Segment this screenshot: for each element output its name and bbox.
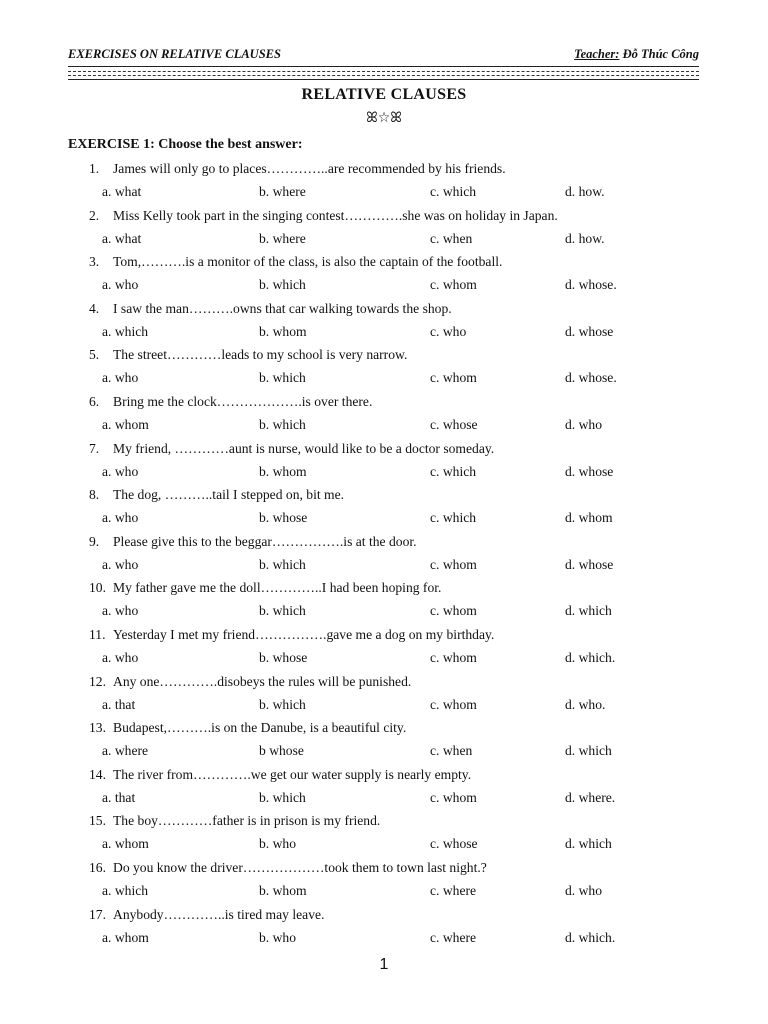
question-item xyxy=(0,205,768,252)
page-title: RELATIVE CLAUSES xyxy=(301,86,467,103)
ornament: ꕤ☆ꕤ xyxy=(366,110,402,126)
question-number: 5. xyxy=(89,347,100,363)
question-stem xyxy=(89,720,406,736)
option-a: a. what xyxy=(102,230,142,246)
question-number: 1. xyxy=(89,161,100,176)
option-a: a. who xyxy=(102,277,139,293)
page-number: 1 xyxy=(379,956,389,973)
option-d: d. whose xyxy=(565,556,614,572)
question-item xyxy=(0,764,768,811)
question-text: Yesterday I met my friend…………….gave me a dog on my birthday. xyxy=(113,626,495,642)
question-list xyxy=(0,158,768,950)
question-stem xyxy=(89,161,506,177)
option-b: b. who xyxy=(259,836,297,852)
option-c: c. whom xyxy=(430,556,477,572)
question-stem xyxy=(89,580,441,596)
question-text: James will only go to places…………..are recommended by his friends. xyxy=(113,161,506,176)
option-c: c. which xyxy=(430,510,477,526)
option-a: a. whom xyxy=(102,416,149,432)
option-d: d. which. xyxy=(565,649,616,665)
option-d: d. who xyxy=(565,416,603,432)
option-a: a. who xyxy=(102,556,139,572)
teacher-label: Teacher: xyxy=(574,47,620,61)
question-stem xyxy=(89,860,487,876)
option-c: c. which xyxy=(430,463,477,479)
option-c: c. whom xyxy=(430,370,477,386)
option-b: b. which xyxy=(259,370,306,386)
question-number: 6. xyxy=(89,393,100,409)
option-a: a. whom xyxy=(102,836,149,852)
option-b: b. which xyxy=(259,696,306,712)
option-b: b. whose xyxy=(259,510,308,526)
question-text: Anybody…………..is tired may leave. xyxy=(113,906,325,922)
option-a: a. who xyxy=(102,370,139,386)
question-text: Tom,……….is a monitor of the class, is also the captain of the football. xyxy=(113,254,503,270)
header-dashed-rule-2 xyxy=(68,75,699,76)
question-text: Any one………….disobeys the rules will be punished. xyxy=(113,673,412,689)
header-teacher xyxy=(574,47,699,62)
question-item xyxy=(0,158,768,205)
option-d: d. who. xyxy=(565,696,606,712)
option-a: a. that xyxy=(102,696,136,712)
question-text: Budapest,……….is on the Danube, is a beautiful city. xyxy=(113,720,407,736)
option-d: d. which. xyxy=(565,929,616,945)
option-a: a. who xyxy=(102,510,139,526)
option-a: a. who xyxy=(102,649,139,665)
question-number: 3. xyxy=(89,254,100,270)
option-d: d. which xyxy=(565,743,612,759)
option-d: d. which xyxy=(565,603,612,619)
option-b: b. where xyxy=(259,184,306,199)
question-text: Do you know the driver………………took them to town last night.? xyxy=(113,859,487,875)
header-dashed-rule-1 xyxy=(68,71,699,72)
option-c: c. whom xyxy=(430,277,477,293)
question-item xyxy=(0,624,768,671)
option-b: b. which xyxy=(259,277,306,293)
question-text: The river from………….we get our water supply is nearly empty. xyxy=(113,766,472,782)
option-b: b. which xyxy=(259,603,306,619)
option-b: b. where xyxy=(259,230,306,246)
question-stem xyxy=(89,487,344,503)
option-c: c. when xyxy=(430,230,473,246)
option-d: d. whom xyxy=(565,510,613,526)
question-item xyxy=(0,671,768,718)
question-text: Miss Kelly took part in the singing contest………….she was on holiday in Japan. xyxy=(113,207,558,223)
option-c: c. where xyxy=(430,882,477,898)
option-d: d. whose. xyxy=(565,277,617,293)
exercise-title: EXERCISE 1: Choose the best answer: xyxy=(68,137,303,152)
question-number: 13. xyxy=(89,720,106,736)
question-number: 11. xyxy=(89,626,106,642)
question-text: The dog, ………..tail I stepped on, bit me. xyxy=(113,487,345,503)
option-a: a. that xyxy=(102,789,136,805)
question-text: Please give this to the beggar…………….is at the door. xyxy=(113,533,417,549)
question-stem xyxy=(89,394,372,410)
question-number: 15. xyxy=(89,813,106,829)
question-stem xyxy=(89,907,324,923)
question-stem xyxy=(89,813,380,829)
question-number: 10. xyxy=(89,580,106,596)
question-number: 9. xyxy=(89,533,100,549)
question-number: 17. xyxy=(89,906,106,922)
question-item xyxy=(0,810,768,857)
option-b: b. whom xyxy=(259,323,307,339)
option-d: d. who xyxy=(565,882,603,898)
option-c: c. whose xyxy=(430,416,478,432)
question-text: My father gave me the doll…………..I had been hoping for. xyxy=(113,580,442,596)
question-text: The street…………leads to my school is very narrow. xyxy=(113,347,408,363)
question-item xyxy=(0,344,768,391)
option-b: b. whom xyxy=(259,882,307,898)
option-c: c. whom xyxy=(430,696,477,712)
question-stem xyxy=(89,627,494,643)
question-item xyxy=(0,438,768,485)
option-c: c. who xyxy=(430,323,467,339)
question-item xyxy=(0,904,768,951)
question-item xyxy=(0,298,768,345)
option-a: a. where xyxy=(102,743,149,759)
option-b: b. which xyxy=(259,789,306,805)
question-item xyxy=(0,857,768,904)
question-stem xyxy=(89,254,502,270)
header-rule xyxy=(68,66,699,67)
question-text: I saw the man……….owns that car walking towards the shop. xyxy=(113,300,452,316)
option-b: b. whom xyxy=(259,463,307,479)
question-stem xyxy=(89,441,494,457)
question-text: The boy…………father is in prison is my friend. xyxy=(113,813,381,829)
question-item xyxy=(0,484,768,531)
question-item xyxy=(0,577,768,624)
option-d: d. how. xyxy=(565,184,605,199)
question-number: 12. xyxy=(89,673,106,689)
option-d: d. where. xyxy=(565,789,616,805)
option-d: d. whose. xyxy=(565,370,617,386)
option-d: d. how. xyxy=(565,230,605,246)
question-item xyxy=(0,391,768,438)
option-c: c. whom xyxy=(430,649,477,665)
question-item xyxy=(0,531,768,578)
question-stem xyxy=(89,767,471,783)
teacher-name: Đỗ Thúc Công xyxy=(622,47,699,61)
question-number: 4. xyxy=(89,300,100,316)
option-d: d. whose xyxy=(565,463,614,479)
option-b: b. which xyxy=(259,556,306,572)
option-a: a. whom xyxy=(102,929,149,945)
option-a: a. who xyxy=(102,603,139,619)
question-stem xyxy=(89,208,558,224)
option-b: b. whose xyxy=(259,649,308,665)
question-stem xyxy=(89,674,411,690)
option-c: c. whom xyxy=(430,789,477,805)
option-a: a. who xyxy=(102,463,139,479)
header-title: EXERCISES ON RELATIVE CLAUSES xyxy=(68,47,281,61)
option-a: a. which xyxy=(102,882,149,898)
question-text: Bring me the clock……………….is over there. xyxy=(113,393,373,409)
question-item xyxy=(0,251,768,298)
option-c: c. where xyxy=(430,929,477,945)
option-b: b. who xyxy=(259,929,297,945)
option-c: c. whose xyxy=(430,836,478,852)
question-item xyxy=(0,717,768,764)
question-stem xyxy=(89,534,417,550)
question-stem xyxy=(89,301,452,317)
option-b: b. which xyxy=(259,416,306,432)
question-number: 14. xyxy=(89,766,106,782)
question-number: 2. xyxy=(89,207,100,223)
option-a: a. which xyxy=(102,323,149,339)
question-number: 8. xyxy=(89,487,100,503)
option-d: d. whose xyxy=(565,323,614,339)
question-number: 16. xyxy=(89,859,106,875)
option-c: c. whom xyxy=(430,603,477,619)
option-c: c. when xyxy=(430,743,473,759)
question-stem xyxy=(89,347,407,363)
option-d: d. which xyxy=(565,836,612,852)
option-c: c. which xyxy=(430,184,477,199)
question-text: My friend, …………aunt is nurse, would like to be a doctor someday. xyxy=(113,440,495,456)
page-header xyxy=(68,47,699,65)
question-number: 7. xyxy=(89,440,100,456)
header-rule-bottom xyxy=(68,79,699,80)
option-b: b whose xyxy=(259,743,304,759)
option-a: a. what xyxy=(102,184,142,199)
